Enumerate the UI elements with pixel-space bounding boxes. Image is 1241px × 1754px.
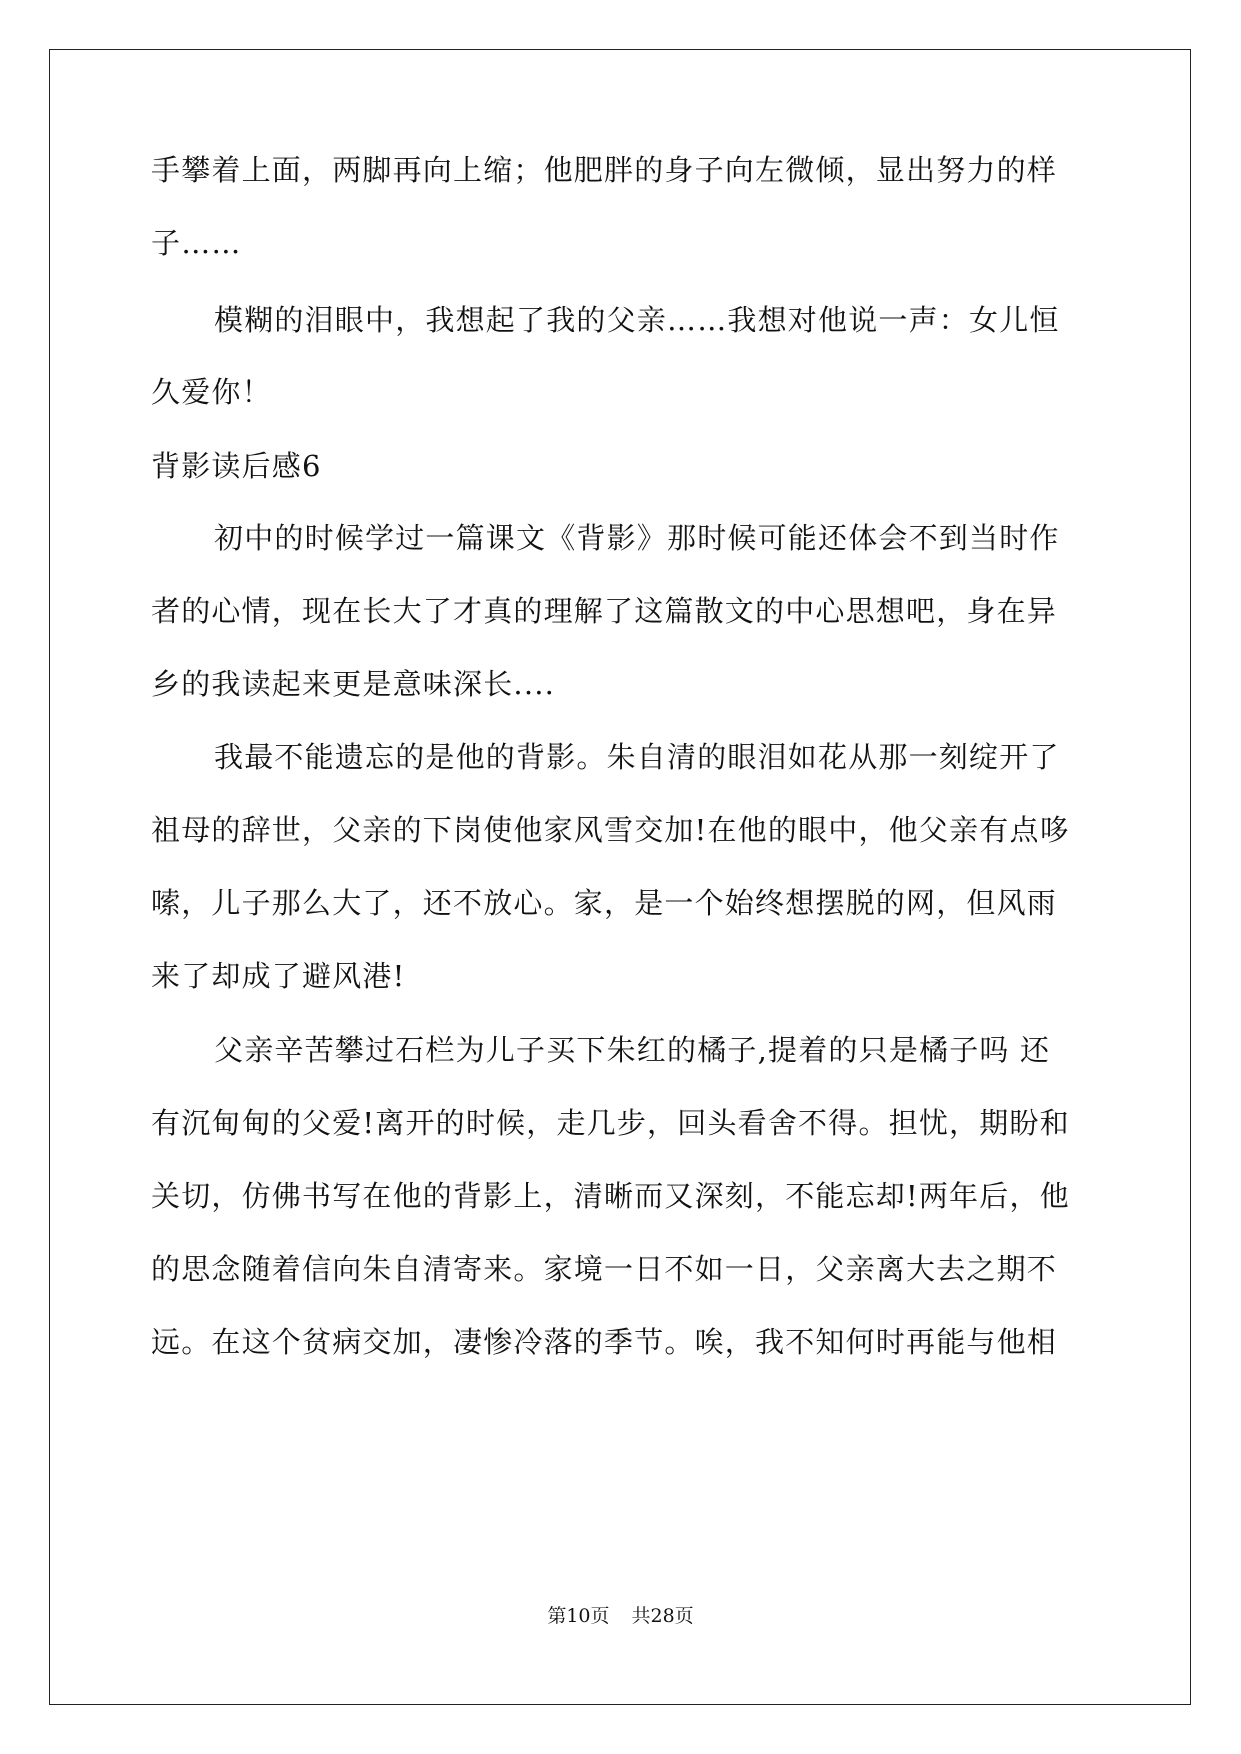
- paragraph-line: 久爱你！: [151, 375, 272, 409]
- paragraph-line: 远。在这个贫病交加，凄惨冷落的季节。唉，我不知何时再能与他相: [151, 1325, 1058, 1359]
- paragraph-line: 子……: [151, 226, 242, 260]
- page-footer: [0, 1604, 1241, 1628]
- paragraph-line: 来了却成了避风港!: [151, 959, 406, 993]
- paragraph-line: 有沉甸甸的父爱!离开的时候，走几步，回头看舍不得。担忧，期盼和: [151, 1106, 1070, 1140]
- paragraph-line: 模糊的泪眼中，我想起了我的父亲……我想对他说一声：女儿恒: [214, 303, 1060, 337]
- page-number-total: 共28页: [631, 1605, 694, 1627]
- paragraph-line: 嗦，儿子那么大了，还不放心。家，是一个始终想摆脱的网，但风雨: [151, 886, 1058, 920]
- paragraph-line: 乡的我读起来更是意味深长....: [151, 667, 556, 701]
- paragraph-line: 的思念随着信向朱自清寄来。家境一日不如一日，父亲离大去之期不: [151, 1252, 1058, 1286]
- page-border: [49, 49, 1191, 1705]
- paragraph-line: 祖母的辞世，父亲的下岗使他家风雪交加!在他的眼中，他父亲有点哆: [151, 813, 1070, 847]
- paragraph-line: 手攀着上面，两脚再向上缩；他肥胖的身子向左微倾，显出努力的样: [151, 153, 1058, 187]
- paragraph-line: 关切，仿佛书写在他的背影上，清晰而又深刻，不能忘却!两年后，他: [151, 1179, 1070, 1213]
- paragraph-line: 者的心情，现在长大了才真的理解了这篇散文的中心思想吧，身在异: [151, 594, 1058, 628]
- paragraph-line: 父亲辛苦攀过石栏为儿子买下朱红的橘子,提着的只是橘子吗 还: [214, 1033, 1051, 1067]
- paragraph-line: 初中的时候学过一篇课文《背影》那时候可能还体会不到当时作: [214, 521, 1060, 555]
- page-number-current: 第10页: [547, 1605, 610, 1627]
- paragraph-line: 我最不能遗忘的是他的背影。朱自清的眼泪如花从那一刻绽开了: [214, 740, 1060, 774]
- section-heading: 背影读后感6: [151, 449, 322, 483]
